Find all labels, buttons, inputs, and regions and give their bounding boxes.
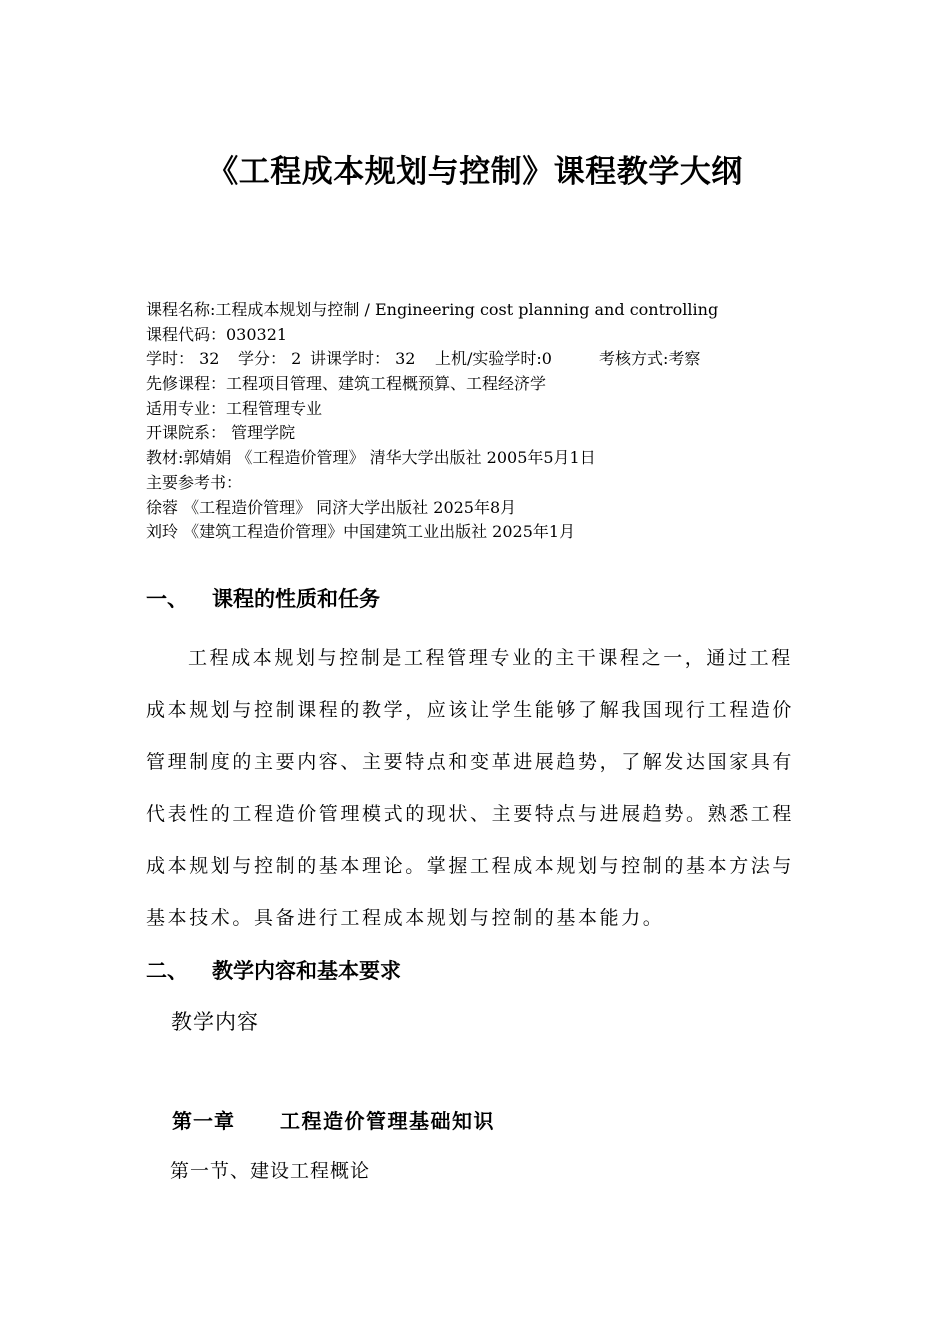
- lab-hours: 上机/实验学时:0: [435, 349, 552, 369]
- course-name: 课程名称:工程成本规划与控制 / Engineering cost planning and controlling: [146, 300, 719, 319]
- section-number: 二、: [146, 959, 188, 983]
- prerequisites: 先修课程：工程项目管理、建筑工程概预算、工程经济学: [146, 374, 547, 394]
- reference-item: 徐蓉 《工程造价管理》 同济大学出版社 2025年8月: [146, 497, 517, 517]
- chapter-section-heading: 第一节、建设工程概论: [170, 1160, 371, 1182]
- section-number: 一、: [146, 587, 188, 611]
- section-title: 教学内容和基本要求: [212, 959, 401, 983]
- document-title: 《工程成本规划与控制》课程教学大纲: [207, 154, 743, 190]
- reference-item: 刘玲 《建筑工程造价管理》中国建筑工业出版社 2025年1月: [146, 522, 576, 542]
- references-label: 主要参考书：: [146, 472, 243, 492]
- chapter-heading: [172, 1106, 495, 1136]
- section-1-body: [146, 632, 806, 944]
- lecture-hours: 讲课学时： 32: [310, 349, 416, 369]
- paragraph: 工程成本规划与控制是工程管理专业的主干课程之一，通过工程成本规划与控制课程的教学，应该让学生能够了解我国现行工程造价管理制度的主要内容、主要特点和变革进展趋势，了解发达国家具有代表性的工程造价管理模式的现状、主要特点与进展趋势。熟悉工程成本规划与控制的基本理论。掌握工程成本规划与控制的基本方法与基本技术。具备进行工程成本规划与控制的基本能力。: [146, 647, 795, 929]
- course-info: [146, 298, 846, 545]
- course-hours-line: [146, 347, 846, 372]
- chapter-title: 工程造价管理基础知识: [280, 1109, 495, 1133]
- section-title: 课程的性质和任务: [212, 587, 380, 611]
- assessment-method: 考核方式:考察: [599, 349, 701, 369]
- section-heading-1: [146, 584, 380, 614]
- course-credits: 学分： 2: [238, 349, 302, 369]
- applicable-major: 适用专业：工程管理专业: [146, 398, 323, 418]
- textbook: 教材:郭婧娟 《工程造价管理》 清华大学出版社 2005年5月1日: [146, 448, 596, 468]
- chapter-number: 第一章: [172, 1109, 235, 1133]
- course-code: 课程代码：030321: [146, 324, 288, 344]
- section-heading-2: [146, 956, 401, 986]
- teaching-content-subheading: 教学内容: [171, 1010, 259, 1034]
- department: 开课院系： 管理学院: [146, 423, 296, 443]
- course-hours: 学时： 32: [146, 349, 220, 369]
